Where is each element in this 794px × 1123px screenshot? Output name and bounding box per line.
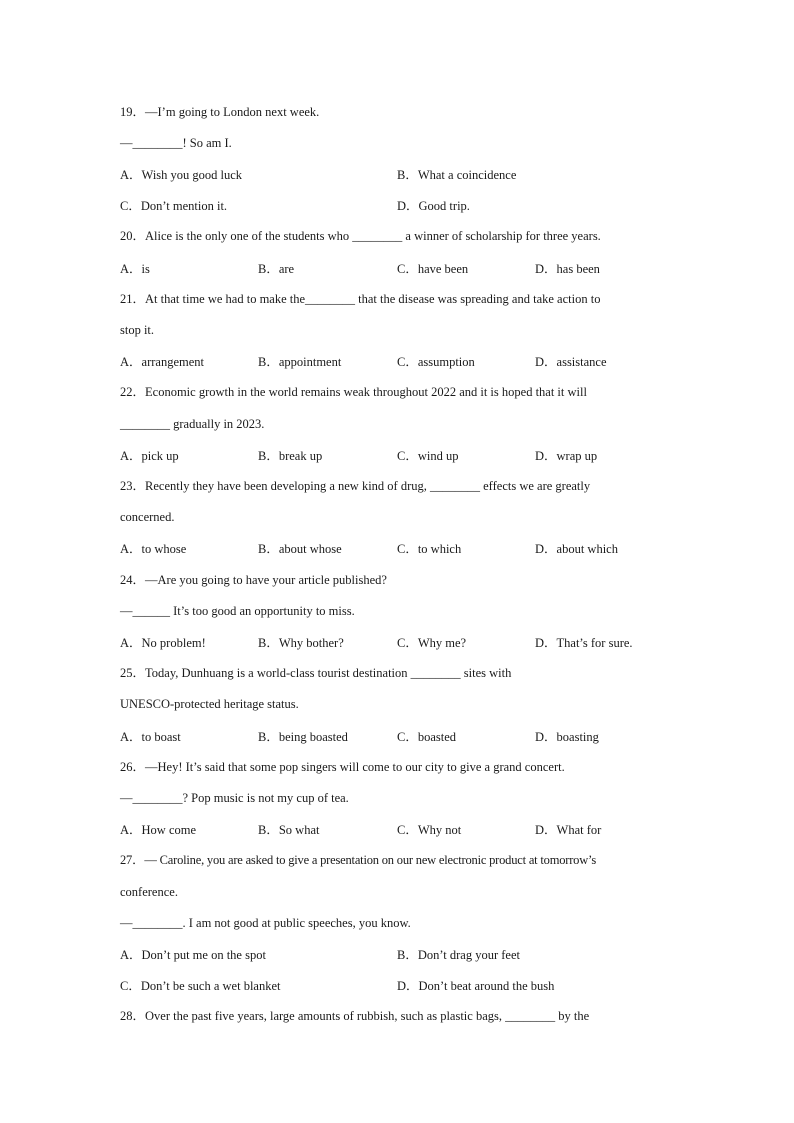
question-27-stem: 27．— Caroline, you are asked to give a presentation on our new electronic product at tomorrow’s [120,853,597,867]
question-26-option-b: B．So what [258,823,320,837]
question-22-option-b: B．break up [258,449,323,463]
question-27-option-c: C．Don’t be such a wet blanket [120,979,281,993]
question-27-line-3: —________. I am not good at public speeches, you know. [120,916,411,930]
question-19-option-d: D．Good trip. [397,199,470,213]
question-25-option-b: B．being boasted [258,730,348,744]
question-26-option-d: D．What for [535,823,602,837]
question-22-option-a: A．pick up [120,449,179,463]
question-25-line-2: UNESCO-protected heritage status. [120,697,299,711]
question-24-option-b: B．Why bother? [258,636,344,650]
question-19-stem: 19．—I’m going to London next week. [120,105,320,119]
question-26-line-2: —________? Pop music is not my cup of tea. [120,791,349,805]
question-20-option-c: C．have been [397,262,469,276]
question-23-line-2: concerned. [120,510,175,524]
question-24-stem: 24．—Are you going to have your article published? [120,573,387,587]
question-25-option-a: A．to boast [120,730,181,744]
question-26-option-a: A．How come [120,823,197,837]
question-26-stem: 26．—Hey! It’s said that some pop singers will come to our city to give a grand concert. [120,760,565,774]
question-23-stem: 23．Recently they have been developing a new kind of drug, ________ effects we are greatly [120,479,591,493]
question-20-option-a: A．is [120,262,150,276]
question-22-stem: 22．Economic growth in the world remains weak throughout 2022 and it is hoped that it will [120,385,587,399]
question-23-option-b: B．about whose [258,542,342,556]
question-23-option-d: D．about which [535,542,618,556]
question-25-stem: 25．Today, Dunhuang is a world-class tourist destination ________ sites with [120,666,512,680]
question-21-option-a: A．arrangement [120,355,204,369]
question-19-option-a: A．Wish you good luck [120,168,243,182]
question-23-option-a: A．to whose [120,542,187,556]
question-24-line-2: —______ It’s too good an opportunity to miss. [120,604,355,618]
question-24-option-a: A．No problem! [120,636,206,650]
question-21-stem: 21．At that time we had to make the________ that the disease was spreading and take action to [120,292,601,306]
question-23-option-c: C．to which [397,542,462,556]
question-21-line-2: stop it. [120,323,155,337]
question-25-option-d: D．boasting [535,730,599,744]
question-27-option-d: D．Don’t beat around the bush [397,979,555,993]
question-22-option-c: C．wind up [397,449,459,463]
question-28-stem: 28．Over the past five years, large amounts of rubbish, such as plastic bags, ________ by the [120,1009,590,1023]
question-27-option-b: B．Don’t drag your feet [397,948,521,962]
question-19-option-c: C．Don’t mention it. [120,199,228,213]
question-22-line-2: ________ gradually in 2023. [120,417,265,431]
question-24-option-c: C．Why me? [397,636,467,650]
question-20-option-d: D．has been [535,262,600,276]
question-27-line-2: conference. [120,885,178,899]
question-19-option-b: B．What a coincidence [397,168,517,182]
question-25-option-c: C．boasted [397,730,457,744]
question-21-option-d: D．assistance [535,355,607,369]
question-20-stem: 20．Alice is the only one of the students who ________ a winner of scholarship for three years. [120,229,601,243]
question-21-option-c: C．assumption [397,355,475,369]
question-27-option-a: A．Don’t put me on the spot [120,948,266,962]
question-21-option-b: B．appointment [258,355,342,369]
question-24-option-d: D．That’s for sure. [535,636,633,650]
question-22-option-d: D．wrap up [535,449,598,463]
question-26-option-c: C．Why not [397,823,462,837]
question-20-option-b: B．are [258,262,295,276]
question-19-line-2: —________! So am I. [120,136,232,150]
